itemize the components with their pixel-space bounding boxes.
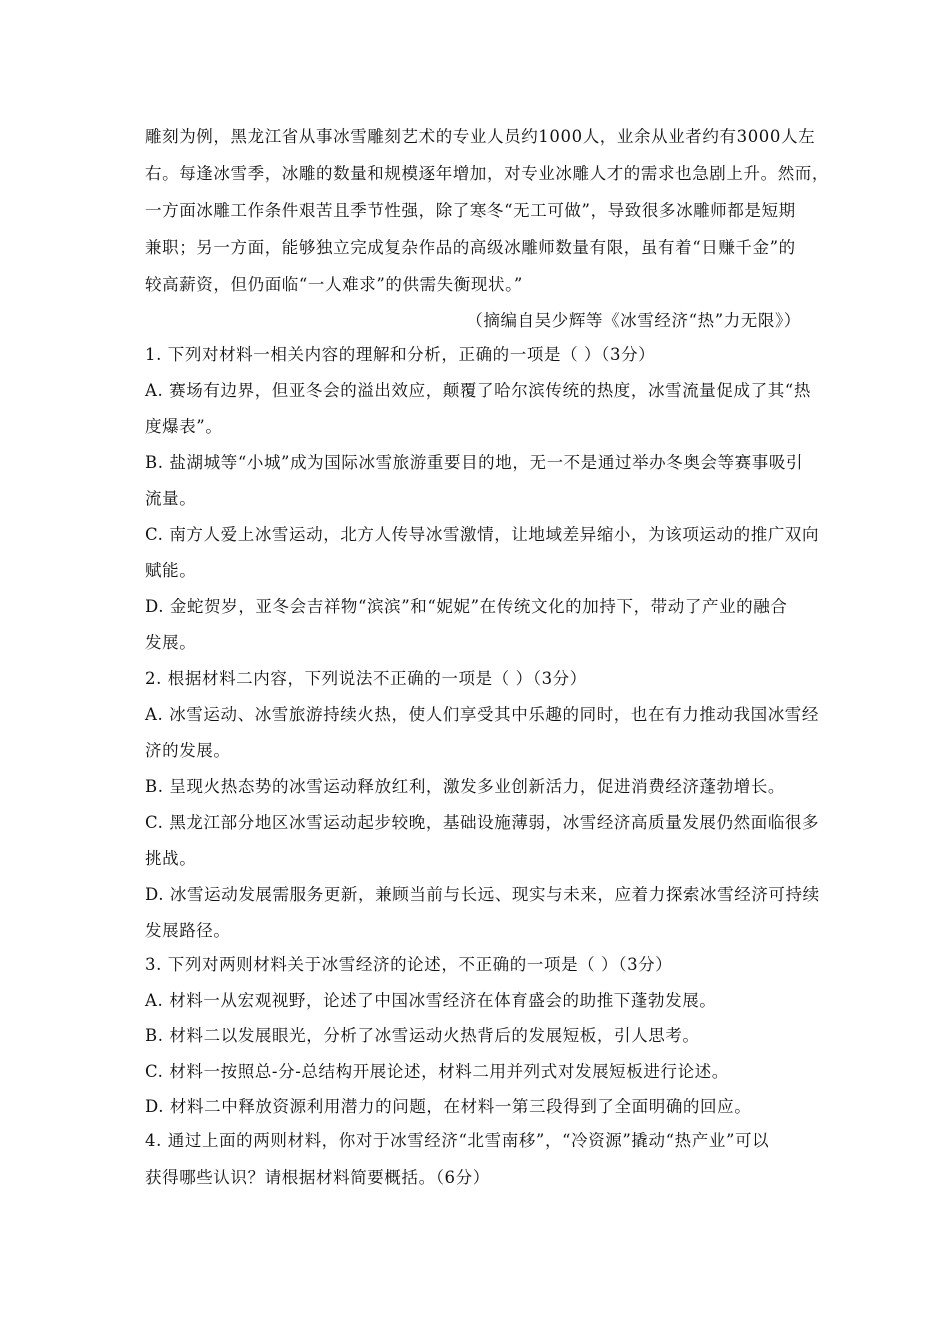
question-1-option-b: B. 盐湖城等“小城”成为国际冰雪旅游重要目的地，无一不是通过举办冬奥会等赛事吸引 xyxy=(145,453,804,472)
question-2-option-c-cont: 挑战。 xyxy=(145,849,197,868)
question-4-stem: 4. 通过上面的两则材料，你对于冰雪经济“北雪南移”，“冷资源”撬动“热产业”可以 xyxy=(145,1131,770,1150)
question-3-option-b: B. 材料二以发展眼光，分析了冰雪运动火热背后的发展短板，引人思考。 xyxy=(145,1026,700,1045)
question-2-option-a: A. 冰雪运动、冰雪旅游持续火热，使人们享受其中乐趣的同时，也在有力推动我国冰雪经 xyxy=(145,705,820,724)
question-1-option-c: C. 南方人爱上冰雪运动，北方人传导冰雪激情，让地域差异缩小，为该项运动的推广双向 xyxy=(145,525,820,544)
passage-line: 一方面冰雕工作条件艰苦且季节性强，除了寒冬“无工可做”，导致很多冰雕师都是短期 xyxy=(145,201,796,220)
passage-line: 兼职；另一方面，能够独立完成复杂作品的高级冰雕师数量有限，虽有着“日赚千金”的 xyxy=(145,238,796,257)
question-2-option-c: C. 黑龙江部分地区冰雪运动起步较晚，基础设施薄弱，冰雪经济高质量发展仍然面临很多 xyxy=(145,813,820,832)
question-3-option-a: A. 材料一从宏观视野，论述了中国冰雪经济在体育盛会的助推下蓬勃发展。 xyxy=(145,991,717,1010)
question-3-option-c: C. 材料一按照总-分-总结构开展论述，材料二用并列式对发展短板进行论述。 xyxy=(145,1062,729,1081)
question-1-option-b-cont: 流量。 xyxy=(145,489,197,508)
passage-line: 较高薪资，但仍面临“一人难求”的供需失衡现状。” xyxy=(145,275,523,294)
question-1-option-a: A. 赛场有边界，但亚冬会的溢出效应，颠覆了哈尔滨传统的热度，冰雪流量促成了其“热 xyxy=(145,381,811,400)
question-4-stem-cont: 获得哪些认识？请根据材料简要概括。（6分） xyxy=(145,1168,490,1187)
question-1-stem: 1. 下列对材料一相关内容的理解和分析，正确的一项是（ ）（3分） xyxy=(145,345,656,364)
passage-source: （摘编自吴少辉等《冰雪经济“热”力无限》） xyxy=(466,311,801,330)
question-2-option-d-cont: 发展路径。 xyxy=(145,921,231,940)
question-2-option-b: B. 呈现火热态势的冰雪运动释放红利，激发多业创新活力，促进消费经济蓬勃增长。 xyxy=(145,777,786,796)
question-1-option-c-cont: 赋能。 xyxy=(145,561,197,580)
passage-line: 右。每逢冰雪季，冰雕的数量和规模逐年增加，对专业冰雕人才的需求也急剧上升。然而， xyxy=(145,164,829,183)
question-2-option-d: D. 冰雪运动发展需服务更新，兼顾当前与长远、现实与未来，应着力探索冰雪经济可持续 xyxy=(145,885,820,904)
question-2-stem: 2. 根据材料二内容，下列说法不正确的一项是（ ）（3分） xyxy=(145,669,587,688)
question-1-option-a-cont: 度爆表”。 xyxy=(145,417,223,436)
question-3-stem: 3. 下列对两则材料关于冰雪经济的论述，不正确的一项是（ ）（3分） xyxy=(145,955,673,974)
question-1-option-d: D. 金蛇贺岁，亚冬会吉祥物“滨滨”和“妮妮”在传统文化的加持下，带动了产业的融合 xyxy=(145,597,788,616)
question-2-option-a-cont: 济的发展。 xyxy=(145,741,231,760)
question-1-option-d-cont: 发展。 xyxy=(145,633,197,652)
question-3-option-d: D. 材料二中释放资源利用潜力的问题，在材料一第三段得到了全面明确的回应。 xyxy=(145,1097,752,1116)
passage-line: 雕刻为例，黑龙江省从事冰雪雕刻艺术的专业人员约1000人，业余从业者约有3000人左 xyxy=(145,127,816,146)
